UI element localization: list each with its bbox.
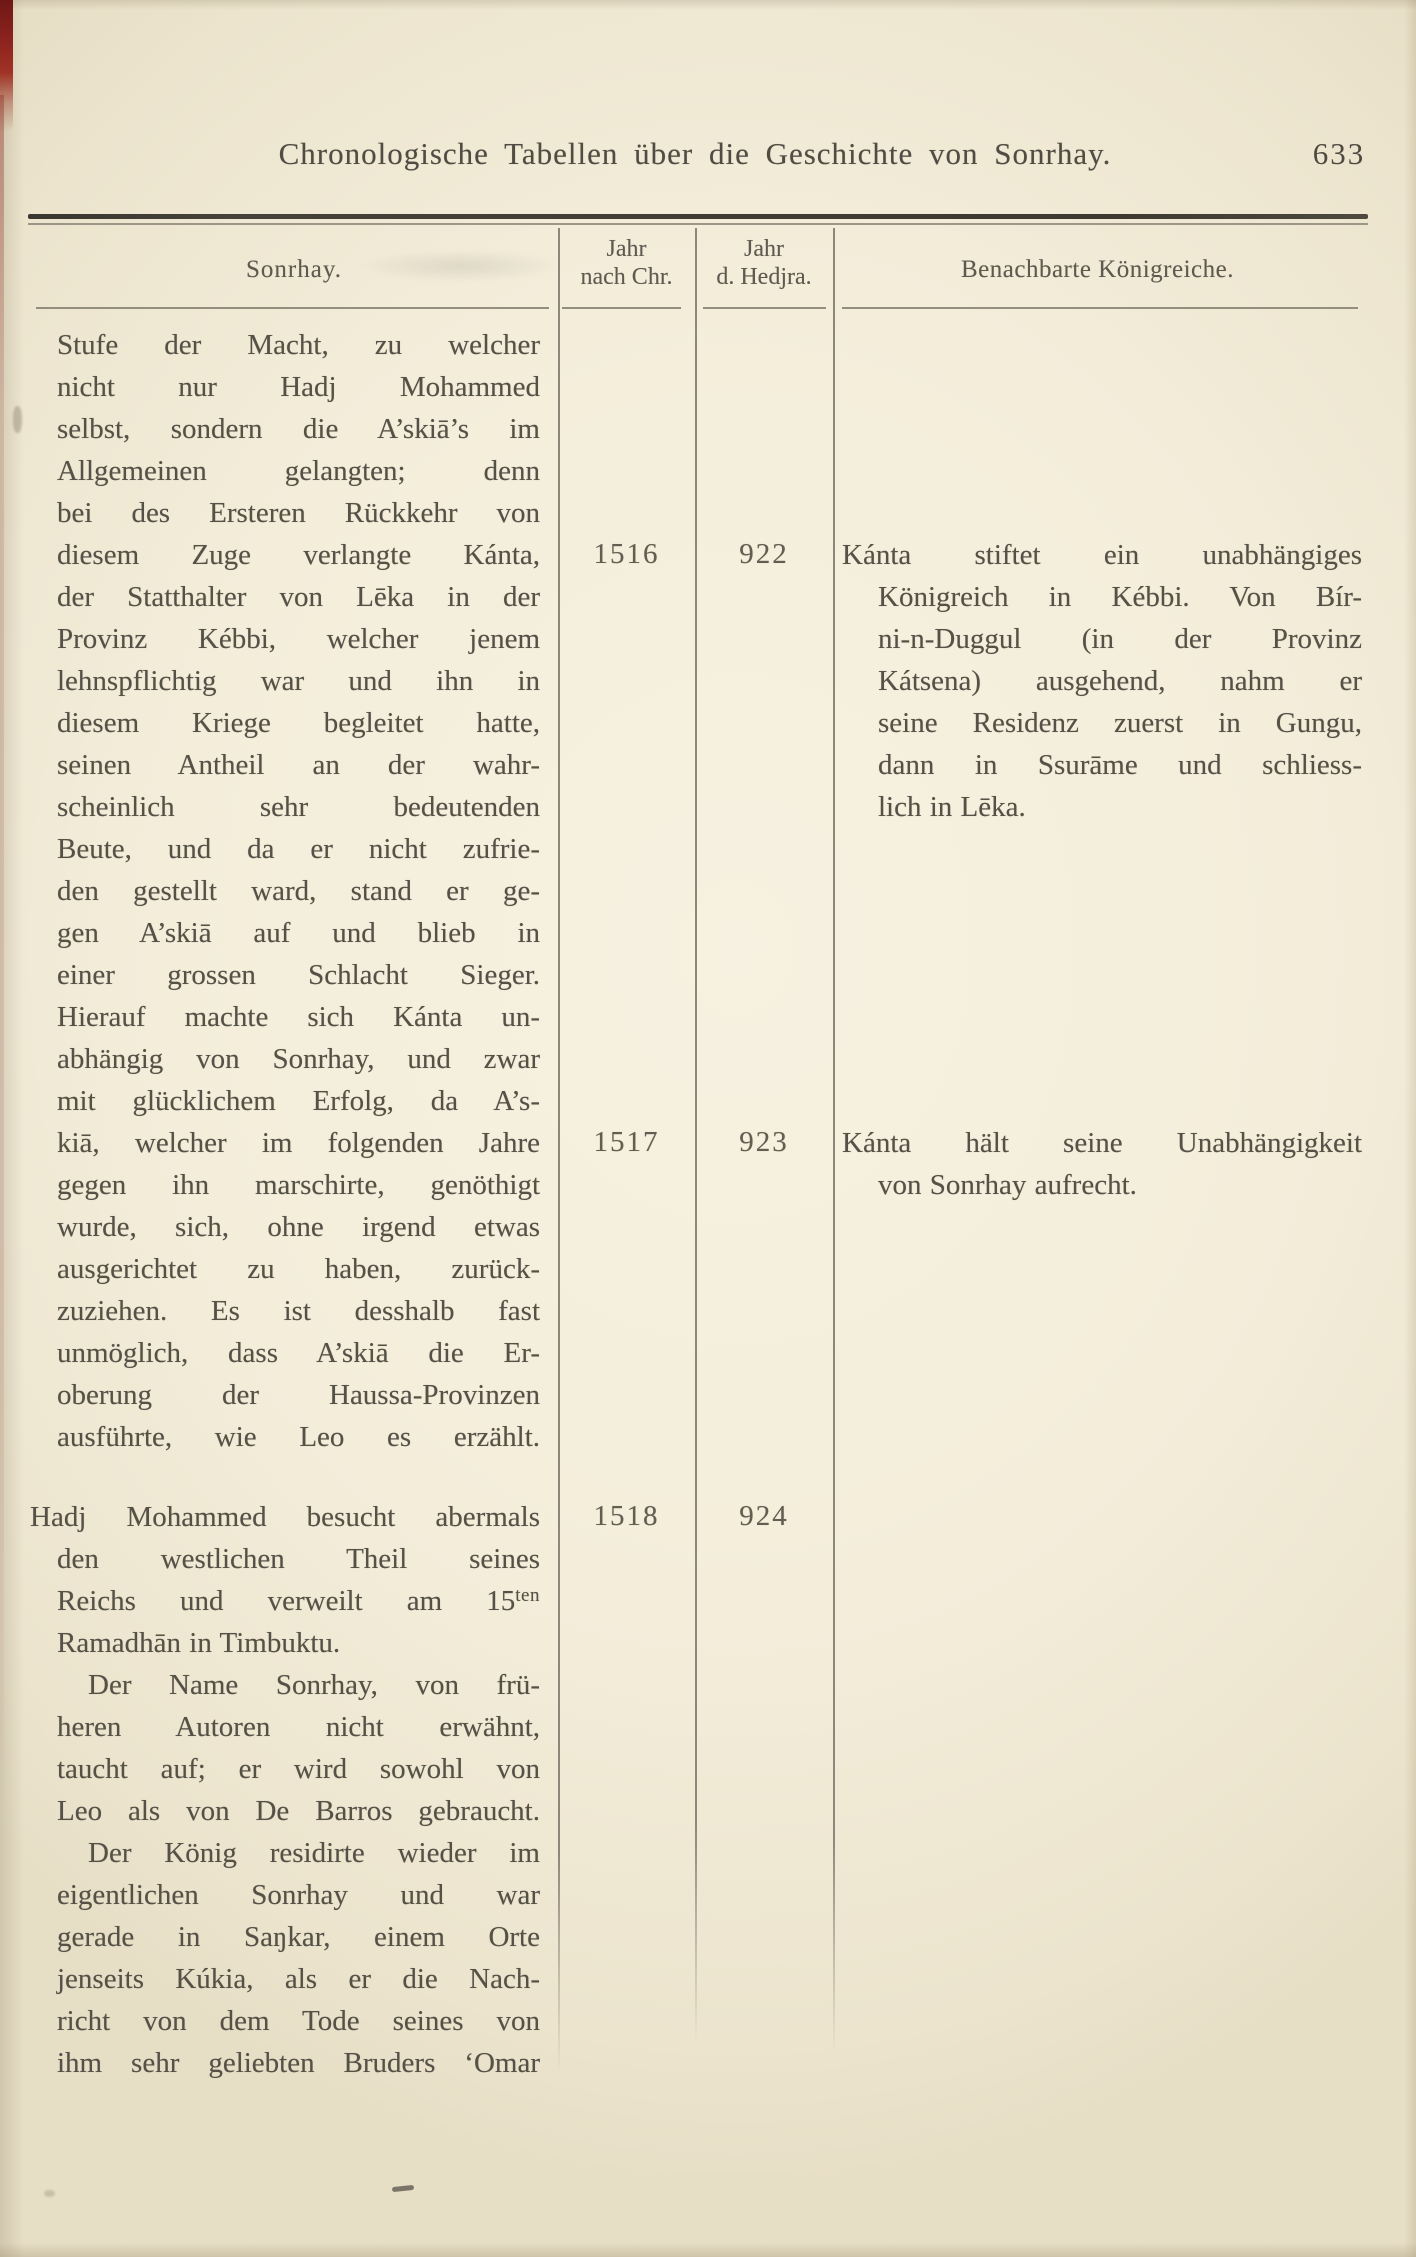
left-text-line: selbst, sondern die A’skiā’s im	[57, 413, 540, 445]
right-edge-shading	[1404, 0, 1416, 2257]
neighbor-text-line: lich in Lēka.	[878, 791, 1026, 823]
left-text-line: oberung der Haussa-Provinzen	[57, 1379, 540, 1411]
left-text-line: nicht nur Hadj Mohammed	[57, 371, 540, 403]
neighbor-text-line: ni-n-Duggul (in der Provinz	[878, 623, 1362, 655]
left-text-line: lehnspflichtig war und ihn in	[57, 665, 540, 697]
column-header-year-hejira-line1: Jahr	[744, 236, 784, 262]
ink-dash	[392, 2185, 414, 2192]
year-ad-1516: 1516	[593, 538, 660, 570]
left-text-line: Reichs und verweilt am $15^{ten}$	[57, 1585, 540, 1617]
left-text-line: diesem Kriege begleitet hatte,	[57, 707, 540, 739]
binding-red-edge	[0, 95, 4, 1855]
ink-smudge	[13, 406, 22, 433]
left-text-line: Hadj Mohammed besucht abermals	[30, 1501, 540, 1533]
left-text-line: einer grossen Schlacht Sieger.	[57, 959, 540, 991]
left-text-line: richt von dem Tode seines von	[57, 2005, 540, 2037]
left-text-line: wurde, sich, ohne irgend etwas	[57, 1211, 540, 1243]
left-text-line: den gestellt ward, stand er ge-	[57, 875, 540, 907]
left-text-line: jenseits Kúkia, als er die Nach-	[57, 1963, 540, 1995]
left-text-line: bei des Ersteren Rückkehr von	[57, 497, 540, 529]
top-edge-shading	[0, 0, 1416, 10]
left-text-line: ihm sehr geliebten Bruders ‘Omar	[57, 2047, 540, 2079]
year-hejira-923: 923	[739, 1126, 789, 1158]
left-text-line: mit glücklichem Erfolg, da A’s-	[57, 1085, 540, 1117]
left-text-line: heren Autoren nicht erwähnt,	[57, 1711, 540, 1743]
neighbor-text-line: von Sonrhay aufrecht.	[878, 1169, 1137, 1201]
left-text-line: seinen Antheil an der wahr-	[57, 749, 540, 781]
year-hejira-922: 922	[739, 538, 789, 570]
left-text-line: Ramadhān in Timbuktu.	[57, 1627, 341, 1659]
left-text-line: den westlichen Theil seines	[57, 1543, 540, 1575]
left-text-line: der Statthalter von Lēka in der	[57, 581, 540, 613]
ink-dot	[44, 2190, 55, 2197]
neighbor-text-line: seine Residenz zuerst in Gungu,	[878, 707, 1362, 739]
page-title: Chronologische Tabellen über die Geschichte von Sonrhay.	[278, 136, 1112, 171]
header-underline-col2	[562, 307, 681, 309]
left-text-line: Der Name Sonrhay, von frü-	[88, 1669, 540, 1701]
neighbor-text-line: Kánta hält seine Unabhängigkeit	[842, 1127, 1362, 1159]
column-header-year-hejira-line2: d. Hedjra.	[716, 264, 812, 290]
left-text-line: ausführte, wie Leo es erzählt.	[57, 1421, 540, 1453]
column-header-year-ad-line1: Jahr	[606, 236, 647, 262]
year-ad-1517: 1517	[593, 1126, 660, 1158]
left-text-line: unmöglich, dass A’skiā die Er-	[57, 1337, 540, 1369]
column-header-year-ad-line2: nach Chr.	[580, 264, 673, 290]
column-header-sonrhay: Sonrhay.	[246, 256, 342, 283]
header-underline-col4	[842, 307, 1358, 309]
left-text-line: gerade in Saŋkar, einem Orte	[57, 1921, 540, 1953]
left-text-line: Allgemeinen gelangten; denn	[57, 455, 540, 487]
left-text-line: taucht auf; er wird sowohl von	[57, 1753, 540, 1785]
left-text-line: ausgerichtet zu haben, zurück-	[57, 1253, 540, 1285]
left-text-line: gegen ihn marschirte, genöthigt	[57, 1169, 540, 1201]
neighbor-text-line: Königreich in Kébbi. Von Bír-	[878, 581, 1362, 613]
superscript: ten	[515, 1585, 540, 1606]
left-text-line: diesem Zuge verlangte Kánta,	[57, 539, 540, 571]
left-text-line: eigentlichen Sonrhay und war	[57, 1879, 540, 1911]
neighbor-text-line: dann in Ssurāme und schliess-	[878, 749, 1362, 781]
header-underline-col3	[703, 307, 826, 309]
column-header-neighbors: Benachbarte Königreiche.	[961, 256, 1234, 283]
left-text-line: zuziehen. Es ist desshalb fast	[57, 1295, 540, 1327]
column-divider-3	[833, 228, 835, 2055]
left-text-line: Hierauf machte sich Kánta un-	[57, 1001, 540, 1033]
left-text-line: Leo als von De Barros gebraucht.	[57, 1795, 540, 1827]
header-underline-col1	[36, 307, 549, 309]
left-text-line: Stufe der Macht, zu welcher	[57, 329, 540, 361]
table-top-rule-thick	[28, 214, 1368, 219]
neighbor-text-line: Kátsena) ausgehend, nahm er	[878, 665, 1362, 697]
left-text-line: kiā, welcher im folgenden Jahre	[57, 1127, 540, 1159]
left-text-line: Beute, und da er nicht zufrie-	[57, 833, 540, 865]
table-top-rule-thin	[28, 223, 1368, 225]
left-text-line: abhängig von Sonrhay, und zwar	[57, 1043, 540, 1075]
bottom-edge-shading	[0, 2242, 1416, 2257]
left-text-line: Provinz Kébbi, welcher jenem	[57, 623, 540, 655]
left-text-line: gen A’skiā auf und blieb in	[57, 917, 540, 949]
left-text-line: scheinlich sehr bedeutenden	[57, 791, 540, 823]
year-hejira-924: 924	[739, 1500, 789, 1532]
year-ad-1518: 1518	[593, 1500, 660, 1532]
left-text-line: Der König residirte wieder im	[88, 1837, 540, 1869]
neighbor-text-line: Kánta stiftet ein unabhängiges	[842, 539, 1362, 571]
page-number: 633	[1312, 136, 1366, 171]
